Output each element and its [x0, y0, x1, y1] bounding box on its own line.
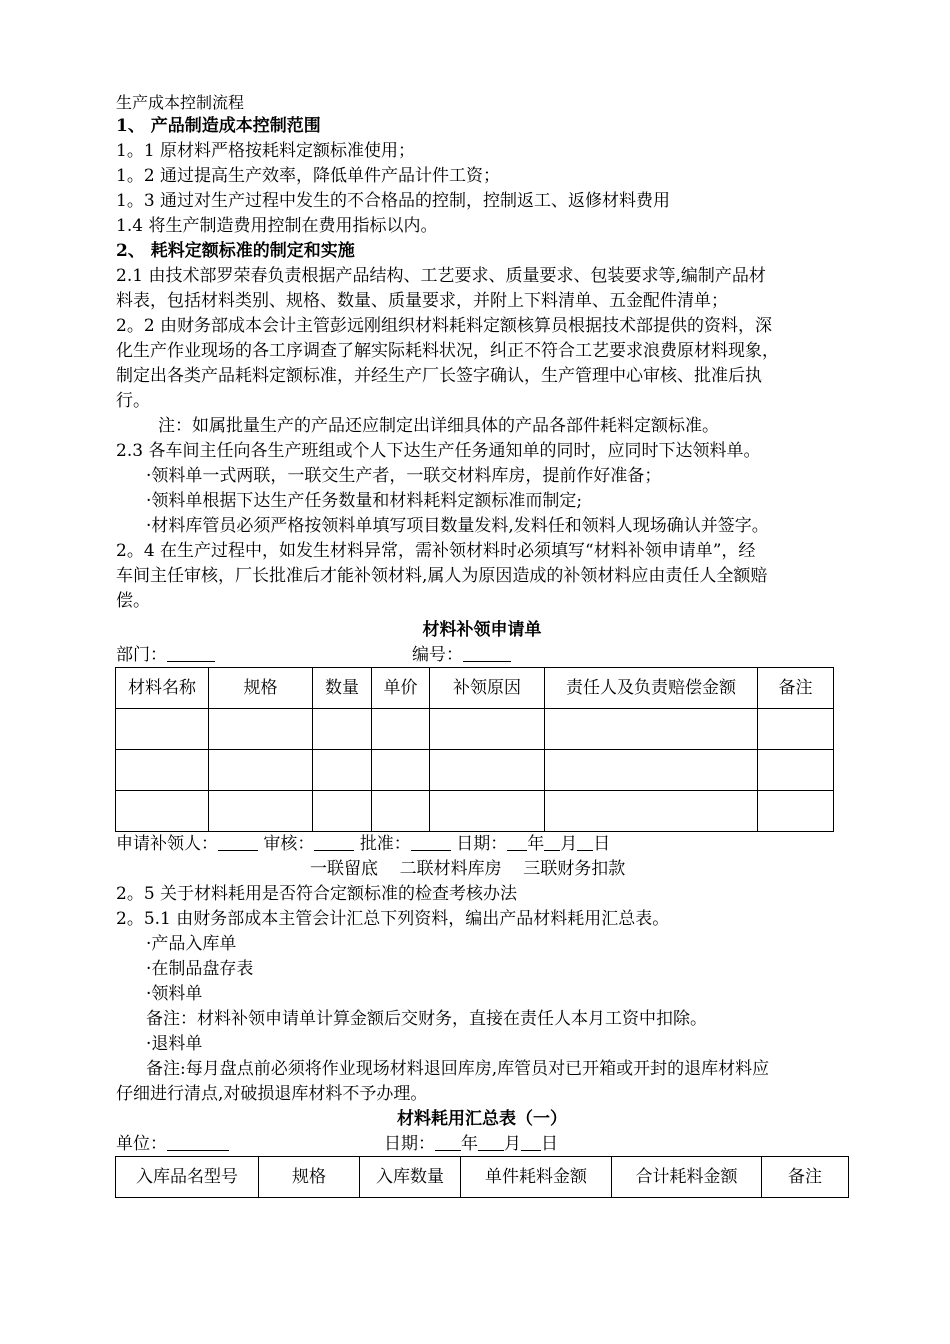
bullet-item: ·在制品盘存表: [146, 959, 254, 979]
table-cell[interactable]: [209, 709, 313, 750]
paragraph-2-4-line: 偿。: [116, 591, 150, 611]
paragraph-2-2-line: 化生产作业现场的各工序调查了解实际耗料状况，纠正不符合工艺要求浪费原材料现象，: [116, 341, 779, 361]
table-cell[interactable]: [116, 709, 209, 750]
note-2-2: 注：如属批量生产的产品还应制定出详细具体的产品各部件耗料定额标准。: [158, 416, 719, 436]
table-cell[interactable]: [313, 709, 372, 750]
paragraph-2-4-line: 2。4 在生产过程中，如发生材料异常，需补领材料时必须填写“材料补领申请单”，经: [116, 541, 756, 561]
approve-blank[interactable]: [411, 834, 451, 851]
table-cell[interactable]: [209, 750, 313, 791]
table-cell[interactable]: [758, 709, 834, 750]
form1-number: 编号：: [412, 643, 511, 668]
day-blank[interactable]: [577, 834, 593, 851]
table-cell[interactable]: [545, 750, 758, 791]
section1-item: 1.4 将生产制造费用控制在费用指标以内。: [116, 216, 438, 236]
paragraph-2-2-line: 制定出各类产品耗料定额标准，并经生产厂长签字确认，生产管理中心审核、批准后执: [116, 366, 762, 386]
bullet-item: ·退料单: [146, 1034, 203, 1054]
bullet-2-3: ·领料单一式两联，一联交生产者，一联交材料库房，提前作好准备；: [146, 466, 662, 486]
section1-heading: 1、 产品制造成本控制范围: [116, 116, 321, 136]
header-cell: 材料名称: [116, 668, 209, 709]
paragraph-2-3: 2.3 各车间主任向各生产班组或个人下达生产任务通知单的同时，应同时下达领料单。: [116, 441, 761, 461]
form1-meta: [116, 643, 848, 667]
form2-date: 日期： 年 月 日: [384, 1134, 558, 1154]
note-item: 备注:每月盘点前必须将作业现场材料退回库房,库管员对已开箱或开封的退库材料应: [146, 1059, 770, 1079]
table-cell[interactable]: [545, 791, 758, 832]
bullet-2-3: ·领料单根据下达生产任务数量和材料耗料定额标准而制定;: [146, 491, 583, 511]
header-cell: 责任人及负责赔偿金额: [545, 668, 758, 709]
table-cell[interactable]: [372, 709, 430, 750]
note-item: 仔细进行清点,对破损退库材料不予办理。: [116, 1084, 428, 1104]
bullet-2-3: ·材料库管员必须严格按领料单填写项目数量发料,发料任和领料人现场确认并签字。: [146, 516, 769, 536]
paragraph-2-2-line: 2。2 由财务部成本会计主管彭远刚组织材料耗料定额核算员根据技术部提供的资料，深: [116, 316, 773, 336]
form1-copies: 一联留底 二联材料库房 三联财务扣款: [310, 859, 626, 879]
table-header-row: [116, 1157, 849, 1198]
material-summary-table: [115, 1156, 849, 1198]
form2-meta: [116, 1132, 848, 1156]
header-cell: 单价: [372, 668, 430, 709]
header-cell: 备注: [758, 668, 834, 709]
form1-title: 材料补领申请单: [422, 620, 542, 640]
section1-item: 1。3 通过对生产过程中发生的不合格品的控制，控制返工、返修材料费用: [116, 191, 671, 211]
paragraph-2-4-line: 车间主任审核，厂长批准后才能补领材料,属人为原因造成的补领材料应由责任人全额赔: [116, 566, 768, 586]
year-blank[interactable]: [435, 1134, 461, 1151]
table-cell[interactable]: [116, 750, 209, 791]
paragraph-2-1-line: 料表，包括材料类别、规格、数量、质量要求，并附上下料清单、五金配件清单；: [116, 291, 728, 311]
header-cell: 合计耗料金额: [612, 1157, 762, 1198]
table-cell[interactable]: [430, 791, 545, 832]
header-cell: 数量: [313, 668, 372, 709]
header-cell: 入库品名型号: [116, 1157, 259, 1198]
supplement-request-table: [115, 667, 834, 832]
header-cell: 规格: [259, 1157, 360, 1198]
paragraph-2-2-line: 行。: [116, 391, 150, 411]
paragraph-2-1-line: 2.1 由技术部罗荣春负责根据产品结构、工艺要求、质量要求、包装要求等,编制产品材: [116, 266, 766, 286]
table-cell[interactable]: [372, 791, 430, 832]
table-cell[interactable]: [758, 750, 834, 791]
month-blank[interactable]: [478, 1134, 504, 1151]
document-title: 生产成本控制流程: [116, 93, 245, 112]
table-cell[interactable]: [545, 709, 758, 750]
month-blank[interactable]: [544, 834, 560, 851]
paragraph-2-5: 2。5 关于材料耗用是否符合定额标准的检查考核办法: [116, 884, 518, 904]
table-row: [116, 791, 834, 832]
document-page: [116, 92, 848, 1198]
form2-title: 材料耗用汇总表（一）: [397, 1109, 567, 1129]
table-row: [116, 709, 834, 750]
header-cell: 规格: [209, 668, 313, 709]
header-cell: 补领原因: [430, 668, 545, 709]
table-header-row: [116, 668, 834, 709]
section1-item: 1。2 通过提高生产效率，降低单件产品计件工资；: [116, 166, 501, 186]
dept-blank[interactable]: [167, 645, 215, 662]
header-cell: 单件耗料金额: [461, 1157, 612, 1198]
note-item: 备注：材料补领申请单计算金额后交财务，直接在责任人本月工资中扣除。: [146, 1009, 707, 1029]
bullet-item: ·产品入库单: [146, 934, 237, 954]
form1-signatures: 申请补领人： 审核： 批准： 日期： 年 月 日: [116, 834, 611, 854]
table-cell[interactable]: [430, 709, 545, 750]
table-cell[interactable]: [430, 750, 545, 791]
year-blank[interactable]: [507, 834, 527, 851]
unit-blank[interactable]: [167, 1134, 229, 1151]
section2-heading: 2、 耗料定额标准的制定和实施: [116, 241, 355, 261]
form1-dept: 部门：: [116, 643, 215, 668]
paragraph-2-5-1: 2。5.1 由财务部成本主管会计汇总下列资料，编出产品材料耗用汇总表。: [116, 909, 670, 929]
header-cell: 入库数量: [360, 1157, 461, 1198]
table-row: [116, 750, 834, 791]
table-cell[interactable]: [372, 750, 430, 791]
review-blank[interactable]: [314, 834, 354, 851]
table-cell[interactable]: [313, 791, 372, 832]
bullet-item: ·领料单: [146, 984, 203, 1004]
applicant-blank[interactable]: [218, 834, 258, 851]
form2-unit: 单位：: [116, 1132, 229, 1157]
day-blank[interactable]: [521, 1134, 541, 1151]
table-cell[interactable]: [758, 791, 834, 832]
header-cell: 备注: [762, 1157, 849, 1198]
section1-item: 1。1 原材料严格按耗料定额标准使用；: [116, 141, 416, 161]
table-cell[interactable]: [313, 750, 372, 791]
table-cell[interactable]: [116, 791, 209, 832]
table-cell[interactable]: [209, 791, 313, 832]
number-blank[interactable]: [463, 645, 511, 662]
